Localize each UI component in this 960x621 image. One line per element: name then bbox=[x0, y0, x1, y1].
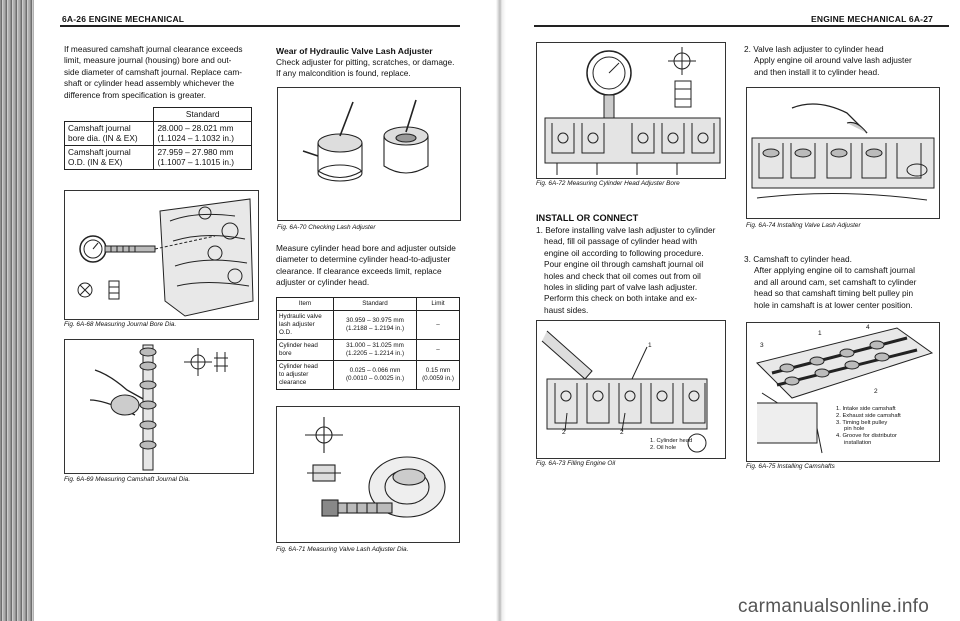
fig-73-caption: Fig. 6A-73 Filling Engine Oil bbox=[536, 460, 616, 467]
left-page-header: 6A-26 ENGINE MECHANICAL bbox=[62, 14, 185, 24]
fig-70-caption: Fig. 6A-70 Checking Lash Adjuster bbox=[277, 224, 376, 231]
fig-73-callout-2b: 2 bbox=[620, 429, 624, 436]
journal-spec-table: Standard Camshaft journal bore dia. (IN & EX) 28.000 – 28.021 mm (1.1024 – 1.1032 in.) Camshaft journal O.D. (IN & EX) 27.959 – 27.980 mm (1.1007 – 1.1015 in.) bbox=[64, 107, 252, 170]
fig-74-caption: Fig. 6A-74 Installing Valve Lash Adjuster bbox=[746, 222, 861, 229]
fig-69-caption: Fig. 6A-69 Measuring Camshaft Journal Dia. bbox=[64, 476, 191, 483]
fig-71-adjuster-dia bbox=[276, 406, 460, 543]
left-header-rule bbox=[60, 25, 460, 27]
fig-74-install-adjuster bbox=[746, 87, 940, 219]
fig-69-camshaft-journal bbox=[64, 339, 254, 474]
fig-72-head-adjuster-bore bbox=[536, 42, 726, 179]
fig-70-lash-adjuster bbox=[277, 87, 461, 221]
wear-paragraph: Check adjuster for pitting, scratches, or damage. If any malcondition is found, replace. bbox=[276, 57, 455, 79]
intro-paragraph: If measured camshaft journal clearance exceeds limit, measure journal (housing) bore and out- side diameter of camshaft journal. Replace cam- shaft or cylinder head assembly whichever the difference from specification is greater. bbox=[64, 44, 243, 100]
fig-72-caption: Fig. 6A-72 Measuring Cylinder Head Adjuster Bore bbox=[536, 180, 680, 187]
step-1-paragraph: 1. Before installing valve lash adjuster to cylinder head, fill oil passage of cylinder head with engine oil according to following procedure. Pour engine oil through camshaft journal oil holes and check that oil comes out from oil holes in sliding part of valve lash adjuster. Perform this check on both intake and ex- haust sides. bbox=[536, 225, 716, 315]
fig-68-journal-bore bbox=[64, 190, 259, 320]
adjuster-spec-table: Item Standard Limit Hydraulic valve lash adjuster O.D. 30.959 – 30.975 mm (1.2188 – 1.2194 in.) – Cylinder head bore 31.000 – 31.025 mm (1.2205 – 1.2214 in.) – Cylinder head to adjuster clearance 0.025 – 0.066 mm (0.0010 – 0.0025 in.) 0.15 mm (0.0059 in.) bbox=[276, 297, 460, 390]
step-3-paragraph: 3. Camshaft to cylinder head. After applying engine oil to camshaft journal and all around cam, set camshaft to cylinder head so that camshaft timing belt pulley pin hole in camshaft is at lower center position. bbox=[744, 254, 917, 310]
fig-75-callout-1: 1 bbox=[818, 330, 822, 337]
page-binding-edge bbox=[0, 0, 34, 621]
fig-75-callout-2: 2 bbox=[874, 388, 878, 395]
fig-73-callout-2a: 2 bbox=[562, 429, 566, 436]
right-header-rule bbox=[534, 25, 949, 27]
watermark: carmanualsonline.info bbox=[738, 596, 930, 617]
install-title: INSTALL OR CONNECT bbox=[536, 213, 639, 223]
right-page-header: ENGINE MECHANICAL 6A-27 bbox=[811, 14, 934, 24]
fig-75-legend: 1. Intake side camshaft 2. Exhaust side camshaft 3. Timing belt pulley pin hole 4. Groove for distributor installation bbox=[836, 406, 901, 446]
fig-75-callout-4: 4 bbox=[866, 324, 870, 331]
fig-68-caption: Fig. 6A-68 Measuring Journal Bore Dia. bbox=[64, 321, 177, 328]
measure-paragraph: Measure cylinder head bore and adjuster outside diameter to determine cylinder head-to-adjuster clearance. If clearance exceeds limit, replace adjuster or cylinder head. bbox=[276, 243, 456, 288]
step-2-paragraph: 2. Valve lash adjuster to cylinder head Apply engine oil around valve lash adjuster and then install it to cylinder head. bbox=[744, 44, 912, 77]
fig-73-callout-1: 1 bbox=[648, 342, 652, 349]
center-fold bbox=[496, 0, 506, 621]
fig-73-legend: 1. Cylinder head 2. Oil hole bbox=[650, 438, 693, 451]
section-title-wear: Wear of Hydraulic Valve Lash Adjuster bbox=[276, 46, 433, 56]
fig-71-caption: Fig. 6A-71 Measuring Valve Lash Adjuster Dia. bbox=[276, 546, 409, 553]
fig-75-callout-3: 3 bbox=[760, 342, 764, 349]
fig-75-caption: Fig. 6A-75 Installing Camshafts bbox=[746, 463, 835, 470]
